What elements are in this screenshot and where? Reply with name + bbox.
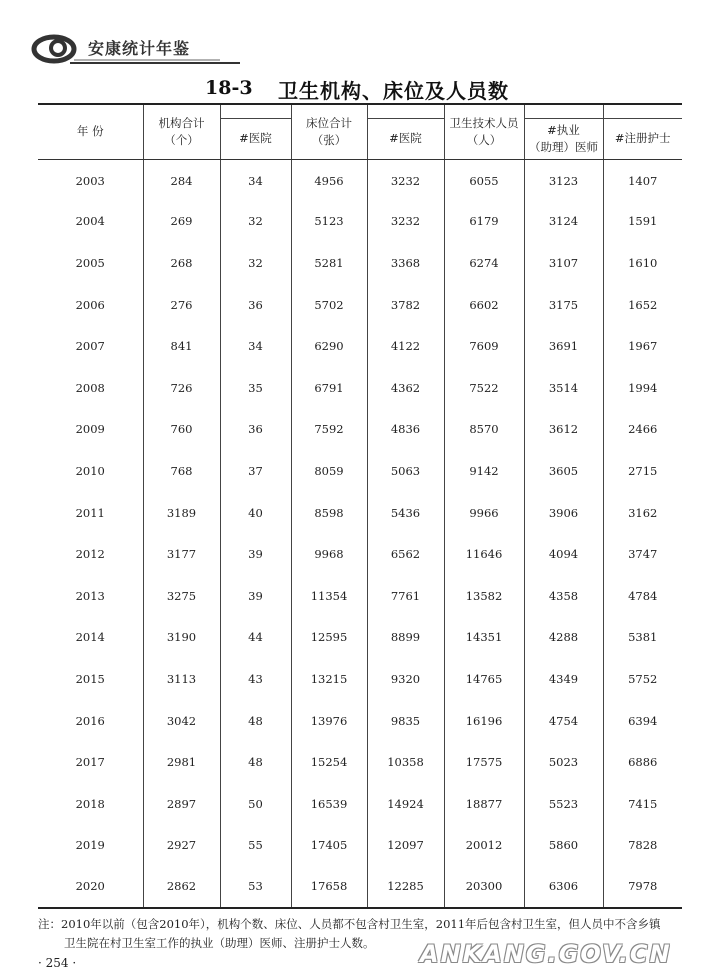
table-row: [38, 825, 682, 867]
table-cell: 2020: [38, 866, 143, 908]
table-cell: 2862: [143, 866, 220, 908]
table-cell: 7828: [603, 825, 682, 867]
table-cell: 48: [220, 700, 291, 742]
table-cell: 6055: [444, 159, 524, 201]
table-cell: 2012: [75, 547, 105, 562]
table-cell: 3162: [603, 492, 682, 534]
table-cell: 4836: [367, 409, 444, 451]
table-cell: 2004: [75, 214, 105, 229]
table-cell: 2006: [75, 297, 105, 312]
table-cell: 37: [220, 450, 291, 492]
table-cell: 9968: [291, 533, 367, 575]
table-cell: 1967: [603, 325, 682, 367]
table-cell: 2019: [75, 838, 105, 853]
table-cell: 10358: [367, 741, 444, 783]
table-cell: 4784: [603, 575, 682, 617]
table-cell: 32: [220, 242, 291, 284]
table-cell: 3123: [524, 159, 603, 201]
col-header-inst-total: 机构合计 （个）: [143, 104, 220, 159]
table-cell: 8598: [291, 492, 367, 534]
table-cell: 2007: [75, 339, 105, 354]
table-row: [38, 201, 682, 243]
table-cell: 3175: [524, 284, 603, 326]
table-row: [38, 284, 682, 326]
table-cell: 7415: [603, 783, 682, 825]
table-row: [38, 242, 682, 284]
table-cell: 2016: [75, 713, 105, 728]
yearbook-title: 安康统计年鉴: [88, 39, 191, 58]
table-cell: 36: [220, 409, 291, 451]
table-cell: 3612: [524, 409, 603, 451]
table-cell: 1610: [603, 242, 682, 284]
table-cell: 4288: [524, 617, 603, 659]
table-cell: 15254: [291, 741, 367, 783]
col-header-nurses: #注册护士: [603, 104, 682, 159]
col-header-inst-hospital: #医院: [220, 104, 291, 159]
table-cell: 13976: [291, 700, 367, 742]
table-cell: 2013: [75, 588, 105, 603]
table-cell: 5023: [524, 741, 603, 783]
table-cell: 5381: [603, 617, 682, 659]
table-cell: 4956: [291, 159, 367, 201]
table-cell: 3368: [367, 242, 444, 284]
table-cell: 4094: [524, 533, 603, 575]
table-cell: 7978: [603, 866, 682, 908]
table-cell: 18877: [444, 783, 524, 825]
table-cell: 2927: [143, 825, 220, 867]
table-cell: 6602: [444, 284, 524, 326]
table-cell: 7761: [367, 575, 444, 617]
table-cell: 3124: [524, 201, 603, 243]
table-cell: 3906: [524, 492, 603, 534]
table-row: [38, 533, 682, 575]
table-cell: 9142: [444, 450, 524, 492]
table-cell: 2715: [603, 450, 682, 492]
table-cell: 5436: [367, 492, 444, 534]
table-cell: 17575: [444, 741, 524, 783]
table-cell: 268: [143, 242, 220, 284]
col-header-doctors: #执业 （助理）医师: [524, 104, 603, 159]
table-cell: 2003: [75, 174, 105, 189]
table-cell: 11646: [444, 533, 524, 575]
table-cell: 2018: [75, 796, 105, 811]
table-cell: 7609: [444, 325, 524, 367]
col-header-year: 年 份: [38, 104, 143, 159]
table-cell: 2009: [75, 422, 105, 437]
table-cell: 48: [220, 741, 291, 783]
table-cell: 1994: [603, 367, 682, 409]
table-cell: 8899: [367, 617, 444, 659]
table-cell: 269: [143, 201, 220, 243]
table-cell: 6306: [524, 866, 603, 908]
table-cell: 12285: [367, 866, 444, 908]
table-cell: 5123: [291, 201, 367, 243]
table-cell: 35: [220, 367, 291, 409]
table-cell: 4122: [367, 325, 444, 367]
table-row: [38, 450, 682, 492]
table-cell: 2010: [75, 463, 105, 478]
table-cell: 4362: [367, 367, 444, 409]
table-row: [38, 617, 682, 659]
table-cell: 44: [220, 617, 291, 659]
table-cell: 3782: [367, 284, 444, 326]
table-title: 卫生机构、床位及人员数: [278, 79, 509, 103]
table-header-row: [38, 104, 682, 159]
table-cell: 6791: [291, 367, 367, 409]
table-row: [38, 159, 682, 201]
table-cell: 2015: [75, 671, 105, 686]
table-cell: 6562: [367, 533, 444, 575]
table-cell: 12097: [367, 825, 444, 867]
table-row: [38, 783, 682, 825]
table-cell: 14765: [444, 658, 524, 700]
table-number: 18-3: [205, 77, 253, 99]
table-cell: 3691: [524, 325, 603, 367]
table-cell: 3232: [367, 201, 444, 243]
table-cell: 6274: [444, 242, 524, 284]
yearbook-header: [30, 33, 240, 65]
table-cell: 32: [220, 201, 291, 243]
table-cell: 2011: [75, 505, 105, 520]
table-cell: 40: [220, 492, 291, 534]
table-cell: 9835: [367, 700, 444, 742]
table-cell: 6179: [444, 201, 524, 243]
table-cell: 14351: [444, 617, 524, 659]
table-cell: 3605: [524, 450, 603, 492]
page-number: · 254 ·: [38, 956, 77, 970]
col-header-beds-total: 床位合计 （张）: [291, 104, 367, 159]
table-cell: 6886: [603, 741, 682, 783]
table-cell: 4358: [524, 575, 603, 617]
footnote-line-1: 注：2010年以前（包含2010年），机构个数、床位、人员都不包含村卫生室，2011年后包含村卫生室，但人员中不含乡镇: [38, 917, 661, 931]
table-cell: 11354: [291, 575, 367, 617]
table-cell: 2981: [143, 741, 220, 783]
table-cell: 2017: [75, 755, 105, 770]
table-cell: 2008: [75, 380, 105, 395]
table-cell: 1407: [603, 159, 682, 201]
site-watermark: ANKANG.GOV.CN: [420, 940, 672, 968]
table-cell: 2005: [75, 255, 105, 270]
table-cell: 34: [220, 159, 291, 201]
table-cell: 5860: [524, 825, 603, 867]
table-cell: 5752: [603, 658, 682, 700]
table-cell: 3189: [143, 492, 220, 534]
table-cell: 3107: [524, 242, 603, 284]
table-cell: 4754: [524, 700, 603, 742]
table-cell: 3190: [143, 617, 220, 659]
table-cell: 16196: [444, 700, 524, 742]
table-cell: 39: [220, 533, 291, 575]
table-cell: 726: [143, 367, 220, 409]
table-cell: 760: [143, 409, 220, 451]
table-cell: 55: [220, 825, 291, 867]
table-cell: 841: [143, 325, 220, 367]
table-cell: 5063: [367, 450, 444, 492]
table-row: [38, 658, 682, 700]
col-header-beds-hospital: #医院: [367, 104, 444, 159]
table-cell: 13215: [291, 658, 367, 700]
table-cell: 36: [220, 284, 291, 326]
table-cell: 43: [220, 658, 291, 700]
table-row: [38, 866, 682, 908]
table-cell: 7522: [444, 367, 524, 409]
footnote-line-2: 卫生院在村卫生室工作的执业（助理）医师、注册护士人数。: [64, 936, 375, 950]
table-cell: 34: [220, 325, 291, 367]
table-row: [38, 575, 682, 617]
table-cell: 6394: [603, 700, 682, 742]
table-cell: 6290: [291, 325, 367, 367]
table-cell: 9966: [444, 492, 524, 534]
table-cell: 8059: [291, 450, 367, 492]
table-cell: 17658: [291, 866, 367, 908]
table-cell: 3177: [143, 533, 220, 575]
table-cell: 2014: [75, 630, 105, 645]
table-cell: 53: [220, 866, 291, 908]
table-cell: 284: [143, 159, 220, 201]
table-cell: 39: [220, 575, 291, 617]
table-row: [38, 700, 682, 742]
table-row: [38, 492, 682, 534]
table-cell: 3042: [143, 700, 220, 742]
table-cell: 7592: [291, 409, 367, 451]
table-cell: 20300: [444, 866, 524, 908]
table-row: [38, 741, 682, 783]
table-cell: 3275: [143, 575, 220, 617]
table-cell: 13582: [444, 575, 524, 617]
table-cell: 20012: [444, 825, 524, 867]
table-cell: 3514: [524, 367, 603, 409]
table-cell: 12595: [291, 617, 367, 659]
table-cell: 17405: [291, 825, 367, 867]
table-cell: 1652: [603, 284, 682, 326]
table-cell: 5523: [524, 783, 603, 825]
table-cell: 9320: [367, 658, 444, 700]
table-cell: 3747: [603, 533, 682, 575]
table-cell: 4349: [524, 658, 603, 700]
table-cell: 768: [143, 450, 220, 492]
table-cell: 3113: [143, 658, 220, 700]
table-row: [38, 367, 682, 409]
table-cell: 8570: [444, 409, 524, 451]
table-cell: 5281: [291, 242, 367, 284]
table-row: [38, 325, 682, 367]
table-cell: 276: [143, 284, 220, 326]
table-cell: 1591: [603, 201, 682, 243]
table-cell: 3232: [367, 159, 444, 201]
table-cell: 16539: [291, 783, 367, 825]
table-cell: 2466: [603, 409, 682, 451]
col-header-staff-total: 卫生技术人员 （人）: [444, 104, 524, 159]
table-cell: 5702: [291, 284, 367, 326]
table-cell: 14924: [367, 783, 444, 825]
statistics-table: [38, 103, 682, 909]
table-cell: 2897: [143, 783, 220, 825]
table-row: [38, 409, 682, 451]
table-cell: 50: [220, 783, 291, 825]
